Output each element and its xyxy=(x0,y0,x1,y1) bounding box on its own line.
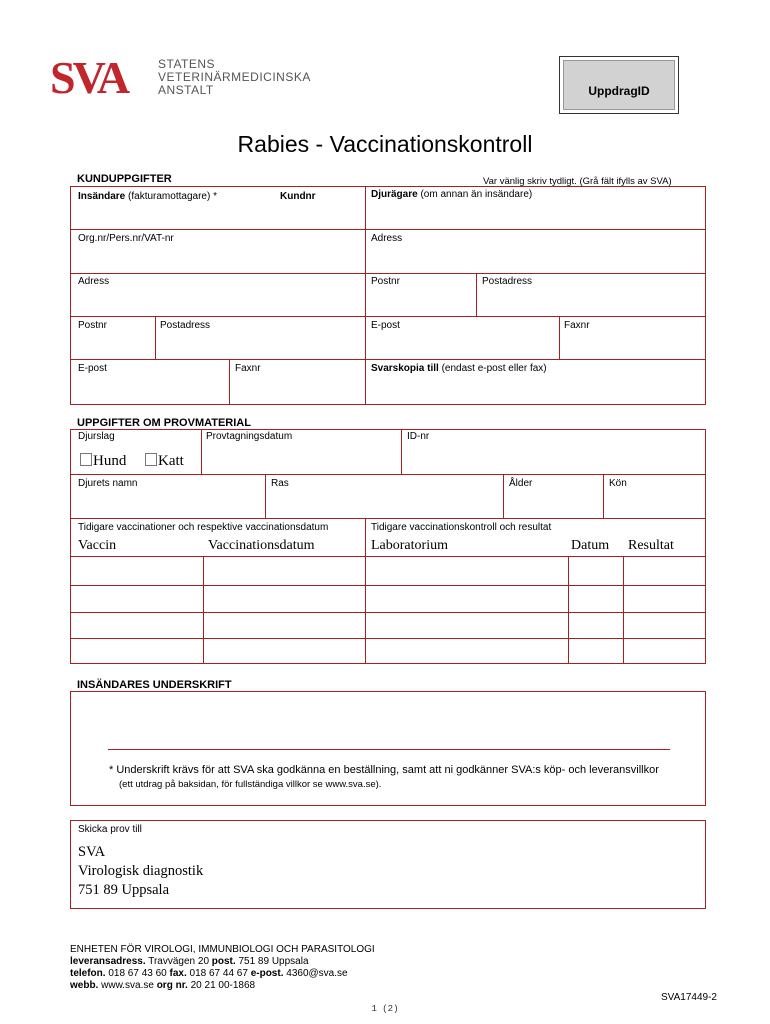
section-underskrift: INSÄNDARES UNDERSKRIFT xyxy=(77,679,232,691)
katt-checkbox[interactable] xyxy=(145,453,157,466)
sender-adress-field[interactable]: Adress xyxy=(78,276,110,287)
djurslag-label: Djurslag xyxy=(78,431,115,442)
djuragare-field[interactable] xyxy=(366,187,706,229)
footer-post-label: post. xyxy=(211,956,236,967)
owner-adress-field[interactable]: Adress xyxy=(371,233,403,244)
owner-postnr-field[interactable]: Postnr xyxy=(371,276,400,287)
provtagningsdatum-field[interactable]: Provtagningsdatum xyxy=(206,431,293,442)
col-vaccinationsdatum: Vaccinationsdatum xyxy=(208,538,315,553)
footer-orgnr: 20 21 00-1868 xyxy=(187,980,256,991)
idnr-field[interactable]: ID-nr xyxy=(407,431,430,442)
logo-line-1: STATENS xyxy=(158,57,216,71)
ship-to-line-3: 751 89 Uppsala xyxy=(78,882,170,898)
djuragare-label: Djurägare xyxy=(371,189,418,200)
footer-fax: 018 67 44 67 xyxy=(186,968,251,979)
footer-epost: 4360@sva.se xyxy=(283,968,348,979)
logo-mark: SVA xyxy=(50,52,128,103)
alder-field[interactable]: Ålder xyxy=(509,478,533,489)
signature-subnote: (ett utdrag på baksidan, för fullständiga villkor se www.sva.se). xyxy=(119,779,382,790)
skicka-label: Skicka prov till xyxy=(78,824,142,835)
logo-line-3: ANSTALT xyxy=(158,83,214,97)
section-kunduppgifter: KUNDUPPGIFTER xyxy=(77,173,172,185)
page-title: Rabies - Vaccinationskontroll xyxy=(237,131,533,157)
insandare-label: Insändare xyxy=(78,191,126,202)
footer-fax-label: fax. xyxy=(169,968,187,979)
signature-note: * Underskrift krävs för att SVA ska godkänna en beställning, samt att ni godkänner SVA:s köp- och leveransvillkor xyxy=(109,764,659,776)
hund-option[interactable] xyxy=(80,453,126,470)
footer-orgnr-label: org nr. xyxy=(156,980,188,991)
signature-line[interactable] xyxy=(108,749,670,750)
footer-unit: ENHETEN FÖR VIROLOGI, IMMUNBIOLOGI OCH PARASITOLOGI xyxy=(70,944,375,955)
owner-epost-field[interactable]: E-post xyxy=(371,320,400,331)
katt-option[interactable] xyxy=(145,453,184,470)
ship-to-line-1: SVA xyxy=(78,844,106,860)
kundnr-label: Kundnr xyxy=(280,191,316,202)
sender-postadress-field[interactable]: Postadress xyxy=(160,320,211,331)
sender-epost-field[interactable]: E-post xyxy=(78,363,107,374)
section-provmaterial: UPPGIFTER OM PROVMATERIAL xyxy=(77,417,251,429)
uppdrag-id-box xyxy=(559,56,679,114)
djuragare-label-rest: (om annan än insändare) xyxy=(417,189,533,200)
insandare-label-rest: (fakturamottagare) * xyxy=(125,191,217,202)
footer-tel: 018 67 43 60 xyxy=(105,968,170,979)
col-laboratorium: Laboratorium xyxy=(371,538,448,553)
orgnr-field[interactable]: Org.nr/Pers.nr/VAT-nr xyxy=(78,233,174,244)
footer-tel-label: telefon. xyxy=(70,968,106,979)
footer-lev-addr: Travvägen 20 xyxy=(145,956,212,967)
col-resultat: Resultat xyxy=(628,538,674,553)
hund-label: Hund xyxy=(93,453,127,469)
kon-field[interactable]: Kön xyxy=(609,478,627,489)
owner-postadress-field[interactable]: Postadress xyxy=(482,276,533,287)
tidigare-kontroll-label: Tidigare vaccinationskontroll och resultat xyxy=(371,522,552,533)
footer-epost-label: e-post. xyxy=(250,968,284,979)
fill-note: Var vänlig skriv tydligt. (Grå fält ifylls av SVA) xyxy=(483,176,672,187)
djurets-namn-field[interactable]: Djurets namn xyxy=(78,478,138,489)
footer-contact xyxy=(70,944,375,992)
svarskopia-label: Svarskopia till xyxy=(371,363,439,374)
col-vaccin: Vaccin xyxy=(78,538,117,553)
form-code: SVA17449-2 xyxy=(661,992,717,1003)
uppdrag-id-label: UppdragID xyxy=(588,84,650,98)
insandare-field[interactable] xyxy=(71,187,365,229)
ship-to-line-2: Virologisk diagnostik xyxy=(78,863,204,879)
footer-webb-label: webb. xyxy=(70,980,99,991)
owner-faxnr-field[interactable]: Faxnr xyxy=(564,320,590,331)
tidigare-vaccinationer-label: Tidigare vaccinationer och respektive vaccinationsdatum xyxy=(78,522,329,533)
page-number: 1 (2) xyxy=(371,1004,399,1014)
hund-checkbox[interactable] xyxy=(80,453,92,466)
sender-faxnr-field[interactable]: Faxnr xyxy=(235,363,261,374)
svarskopia-label-rest: (endast e-post eller fax) xyxy=(438,363,547,374)
sender-postnr-field[interactable]: Postnr xyxy=(78,320,107,331)
footer-webb: www.sva.se xyxy=(98,980,157,991)
col-datum: Datum xyxy=(571,538,610,553)
footer-post-addr: 751 89 Uppsala xyxy=(235,956,309,967)
svarskopia-field[interactable] xyxy=(371,363,547,374)
footer-lev-label: leveransadress. xyxy=(70,956,146,967)
ras-field[interactable]: Ras xyxy=(271,478,289,489)
logo-line-2: VETERINÄRMEDICINSKA xyxy=(158,70,311,84)
katt-label: Katt xyxy=(158,453,184,469)
